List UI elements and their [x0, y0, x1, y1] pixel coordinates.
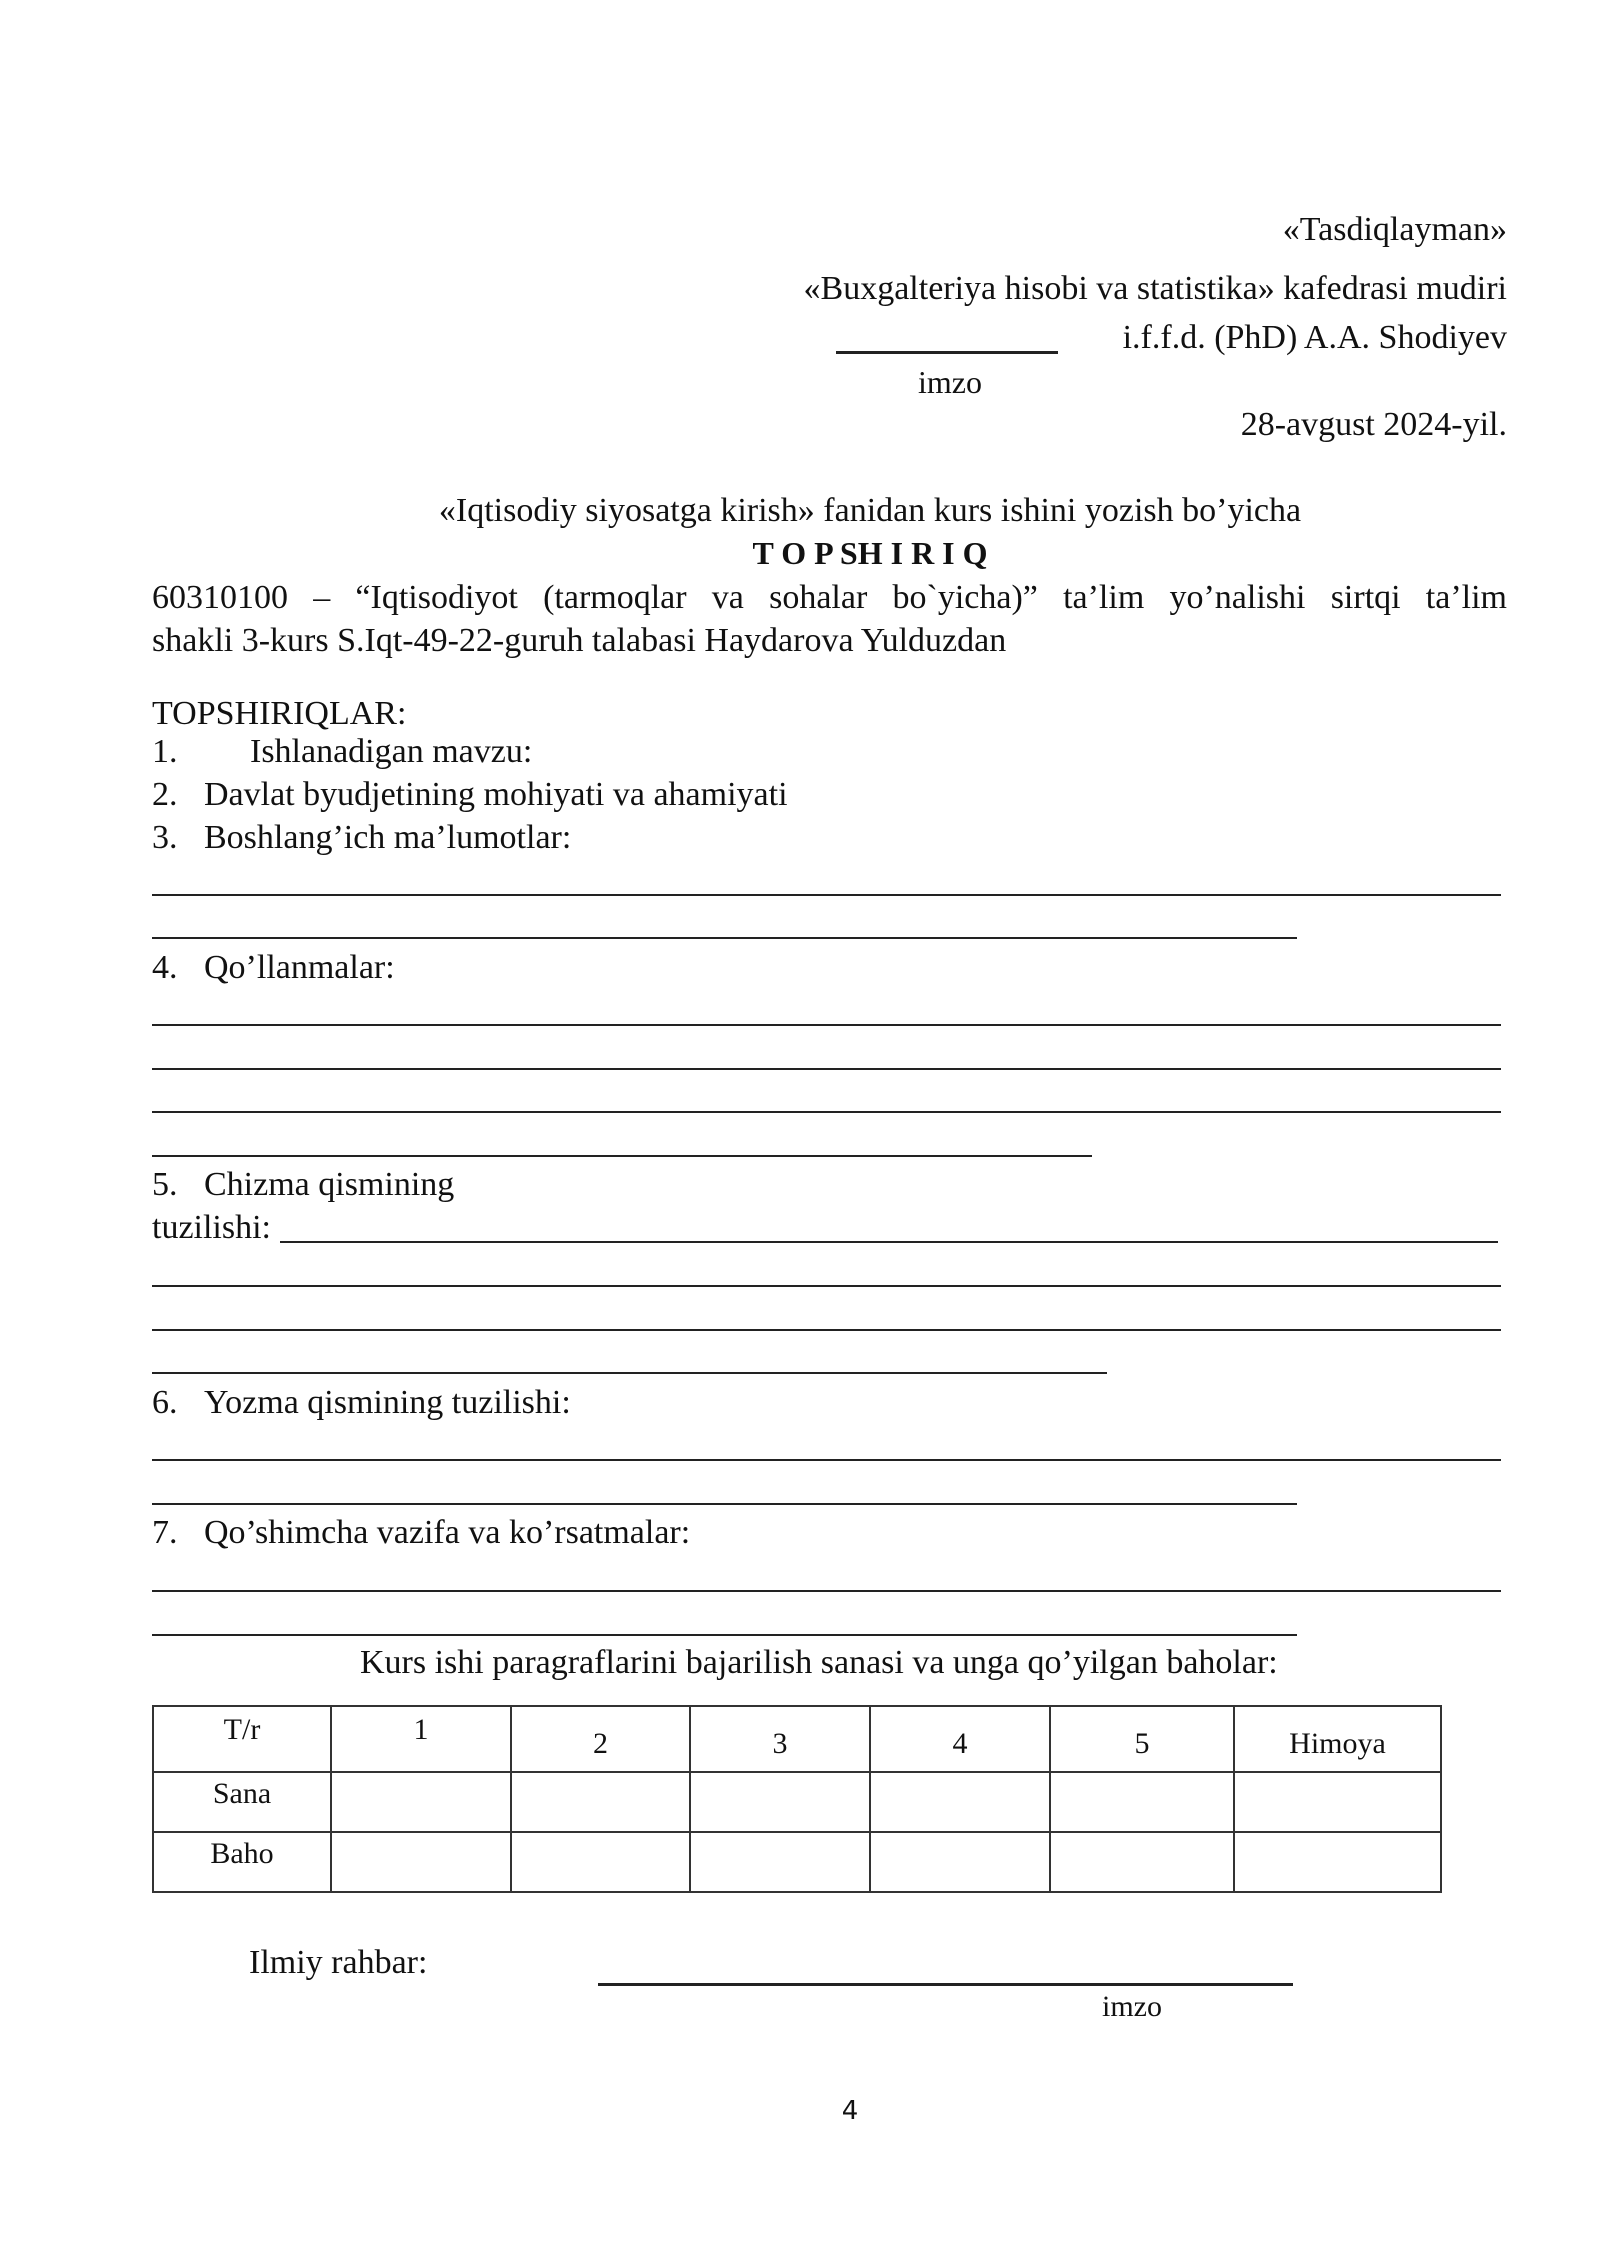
grades-cell [511, 1772, 690, 1832]
page-number: 4 [841, 2096, 859, 2126]
answer-line [152, 894, 1501, 896]
grades-date-row [153, 1772, 1441, 1832]
grades-table [152, 1705, 1442, 1893]
grades-row-label: Sana [153, 1772, 331, 1832]
grades-cell [511, 1832, 690, 1892]
grades-cell [1234, 1772, 1441, 1832]
grades-header-cell: Himoya [1234, 1706, 1441, 1772]
head-name: i.f.f.d. (PhD) A.A. Shodiyev [1122, 319, 1507, 356]
grades-header-cell: 4 [870, 1706, 1050, 1772]
answer-line [152, 1111, 1501, 1113]
grades-cell [870, 1772, 1050, 1832]
task-4-label: Qo’llanmalar: [204, 949, 395, 986]
grades-header-cell: 2 [511, 1706, 690, 1772]
task-5-label: Chizma qismining [204, 1166, 455, 1203]
task-4-number: 4. [152, 949, 178, 986]
task-2-number: 2. [152, 776, 178, 813]
task-3-label: Boshlang’ich ma’lumotlar: [204, 819, 572, 856]
answer-line [152, 1155, 1092, 1157]
supervisor-signature-line [598, 1983, 1293, 1986]
grades-caption: Kurs ishi paragraflarini bajarilish sanasi va unga qo’yilgan baholar: [360, 1644, 1278, 1681]
head-signature-line [836, 351, 1058, 354]
answer-line [152, 1024, 1501, 1026]
student-line-1: 60310100 – “Iqtisodiyot (tarmoqlar va sohalar bo`yicha)” ta’lim yo’nalishi sirtqi ta’lim [152, 579, 1507, 616]
task-6-number: 6. [152, 1384, 178, 1421]
approval-stamp: «Tasdiqlayman» [1282, 211, 1507, 248]
task-5-label-continued: tuzilishi: [152, 1209, 271, 1246]
student-line-2: shakli 3-kurs S.Iqt-49-22-guruh talabasi Haydarova Yulduzdan [152, 622, 1007, 659]
grades-cell [1234, 1832, 1441, 1892]
supervisor-signature-caption: imzo [1102, 1990, 1162, 2023]
answer-line [152, 1590, 1501, 1592]
answer-line [152, 1372, 1107, 1374]
grades-cell [870, 1832, 1050, 1892]
tasks-header: TOPSHIRIQLAR: [152, 695, 407, 732]
document-title: T O P SH I R I Q [752, 535, 988, 571]
grades-cell [331, 1832, 511, 1892]
grades-row-label: Baho [153, 1832, 331, 1892]
grades-header-row [153, 1706, 1441, 1772]
answer-line [152, 1634, 1297, 1636]
grades-cell [1050, 1832, 1234, 1892]
answer-line [152, 1459, 1501, 1461]
subject-line: «Iqtisodiy siyosatga kirish» fanidan kurs ishini yozish bo’yicha [438, 492, 1302, 529]
department-head-title: «Buxgalteriya hisobi va statistika» kafedrasi mudiri [803, 270, 1507, 307]
grades-cell [690, 1832, 870, 1892]
grades-header-cell: 1 [331, 1706, 511, 1772]
grades-cell [331, 1772, 511, 1832]
grades-header-cell: 5 [1050, 1706, 1234, 1772]
task-7-number: 7. [152, 1514, 178, 1551]
task-1-number: 1. [152, 733, 178, 770]
answer-line [152, 937, 1297, 939]
task-5-number: 5. [152, 1166, 178, 1203]
supervisor-label: Ilmiy rahbar: [249, 1944, 428, 1981]
grades-header-cell: 3 [690, 1706, 870, 1772]
answer-line [152, 1503, 1297, 1505]
answer-line [152, 1285, 1501, 1287]
grades-header-cell: T/r [153, 1706, 331, 1772]
grades-cell [690, 1772, 870, 1832]
grades-mark-row [153, 1832, 1441, 1892]
grades-cell [1050, 1772, 1234, 1832]
approval-date: 28-avgust 2024-yil. [1240, 406, 1507, 443]
task-3-number: 3. [152, 819, 178, 856]
answer-line [152, 1068, 1501, 1070]
task-6-label: Yozma qismining tuzilishi: [204, 1384, 571, 1421]
task-7-label: Qo’shimcha vazifa va ko’rsatmalar: [204, 1514, 691, 1551]
head-signature-caption: imzo [918, 364, 982, 400]
task-2-label: Davlat byudjetining mohiyati va ahamiyati [204, 776, 788, 813]
answer-line [280, 1241, 1498, 1243]
answer-line [152, 1329, 1501, 1331]
task-1-label: Ishlanadigan mavzu: [250, 733, 533, 770]
